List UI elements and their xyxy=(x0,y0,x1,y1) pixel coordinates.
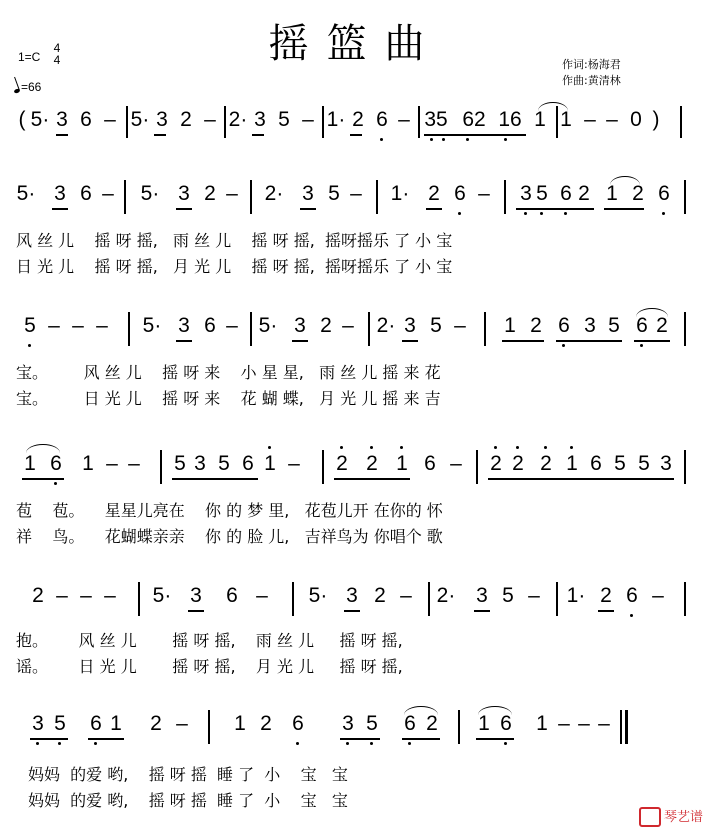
note: – xyxy=(342,314,354,337)
note: – xyxy=(454,314,466,337)
note: 6 xyxy=(80,182,92,205)
note: – xyxy=(606,108,618,131)
tempo-marking xyxy=(14,80,41,94)
note: 35 xyxy=(424,108,448,131)
note: 6 xyxy=(500,712,512,735)
note: 6 xyxy=(636,314,648,337)
note: – xyxy=(302,108,314,131)
note: 1 xyxy=(504,314,516,337)
note: 5 xyxy=(24,314,36,337)
note: 1 xyxy=(534,108,546,131)
note: 6 xyxy=(80,108,92,131)
note: 6 xyxy=(454,182,466,205)
note: 3 xyxy=(56,108,68,131)
note: 1· xyxy=(390,182,410,205)
note: 2 xyxy=(366,452,378,475)
note: 5· xyxy=(30,108,50,131)
note: 5 xyxy=(502,584,514,607)
note: 1 xyxy=(396,452,408,475)
watermark-logo xyxy=(639,806,703,828)
note: 3 xyxy=(294,314,306,337)
note: 2 xyxy=(540,452,552,475)
lyric-verse-1: 宝。 风 丝 儿 摇 呀 来 小 星 星, 雨 丝 儿 摇 来 花 xyxy=(16,363,441,382)
note: – xyxy=(104,584,116,607)
note: 3 xyxy=(584,314,596,337)
note: 2 xyxy=(150,712,162,735)
note: 5 xyxy=(54,712,66,735)
note: 3 xyxy=(346,584,358,607)
note: 1 xyxy=(478,712,490,735)
lyric-verse-2: 祥 鸟。 花蝴蝶亲亲 你 的 脸 儿, 吉祥鸟为 你唱个 歌 xyxy=(16,527,443,546)
note: 1 xyxy=(606,182,618,205)
note: 2 xyxy=(632,182,644,205)
note: 2· xyxy=(264,182,284,205)
lyric-verse-2: 谣。 日 光 儿 摇 呀 摇, 月 光 儿 摇 呀 摇, xyxy=(16,657,403,676)
note: – xyxy=(72,314,84,337)
notes-line-1 xyxy=(0,100,711,140)
note: 2 xyxy=(656,314,668,337)
note: 2 xyxy=(336,452,348,475)
note: 6 xyxy=(658,182,670,205)
note: – xyxy=(652,584,664,607)
note: – xyxy=(450,452,462,475)
note: 1 xyxy=(82,452,94,475)
lyric-verse-2: 日 光 儿 摇 呀 摇, 月 光 儿 摇 呀 摇, 摇呀摇乐 了 小 宝 xyxy=(16,257,453,276)
note: 6 xyxy=(90,712,102,735)
note: 2 xyxy=(204,182,216,205)
note: 3 xyxy=(302,182,314,205)
note: 2 xyxy=(578,182,590,205)
note: 5· xyxy=(16,182,36,205)
note: 3 xyxy=(156,108,168,131)
note: – xyxy=(400,584,412,607)
note: – xyxy=(226,182,238,205)
note: 62 xyxy=(462,108,486,131)
note: 2· xyxy=(228,108,248,131)
note: 6 xyxy=(590,452,602,475)
note: 6 xyxy=(376,108,388,131)
note: – xyxy=(48,314,60,337)
note: 2 xyxy=(428,182,440,205)
note: 5 xyxy=(614,452,626,475)
note: 2 xyxy=(426,712,438,735)
note: 2· xyxy=(376,314,396,337)
key-signature: 1=C xyxy=(18,50,41,64)
note: 1 xyxy=(560,108,572,131)
note: 5 xyxy=(608,314,620,337)
note: 3 xyxy=(194,452,206,475)
note: – xyxy=(478,182,490,205)
note: 1 xyxy=(234,712,246,735)
note: – xyxy=(128,452,140,475)
note: 1 xyxy=(566,452,578,475)
lyric-verse-1: 妈妈 的爱 哟, 摇 呀 摇 睡 了 小 宝 宝 xyxy=(28,765,348,784)
lyric-verse-1: 苞 苞。 星星儿亮在 你 的 梦 里, 花苞儿开 在你的 怀 xyxy=(16,501,443,520)
note: 6 xyxy=(50,452,62,475)
note: 1 xyxy=(110,712,122,735)
lyric-verse-1: 抱。 风 丝 儿 摇 呀 摇, 雨 丝 儿 摇 呀 摇, xyxy=(16,631,403,650)
note: – xyxy=(176,712,188,735)
note: 0 xyxy=(630,108,642,131)
logo-icon xyxy=(639,807,661,827)
note: 6 xyxy=(292,712,304,735)
note: 2 xyxy=(530,314,542,337)
note: 2· xyxy=(436,584,456,607)
note: 6 xyxy=(560,182,572,205)
note: 1· xyxy=(566,584,586,607)
note: 5· xyxy=(308,584,328,607)
watermark-text: 琴艺谱 xyxy=(663,809,703,825)
note: 2 xyxy=(320,314,332,337)
lyric-verse-2: 宝。 日 光 儿 摇 呀 来 花 蝴 蝶, 月 光 儿 摇 来 吉 xyxy=(16,389,441,408)
note: 1 xyxy=(536,712,548,735)
song-title: 摇篮曲 xyxy=(268,21,443,67)
note: – xyxy=(226,314,238,337)
note: – xyxy=(56,584,68,607)
note: 2 xyxy=(374,584,386,607)
note: 6 xyxy=(204,314,216,337)
note: 5 xyxy=(366,712,378,735)
note: 6 xyxy=(226,584,238,607)
note: 3 xyxy=(32,712,44,735)
note: – xyxy=(578,712,590,735)
note: 6 xyxy=(558,314,570,337)
note: 2 xyxy=(512,452,524,475)
note: 5 xyxy=(536,182,548,205)
note: – xyxy=(584,108,596,131)
note: 5 xyxy=(328,182,340,205)
note: 3 xyxy=(660,452,672,475)
note: 5 xyxy=(278,108,290,131)
note: 5· xyxy=(130,108,150,131)
note: 3 xyxy=(476,584,488,607)
note: 3 xyxy=(254,108,266,131)
note: 2 xyxy=(600,584,612,607)
note: 5· xyxy=(258,314,278,337)
note: ( xyxy=(18,108,26,131)
note: 3 xyxy=(178,182,190,205)
note: 1 xyxy=(24,452,36,475)
lyricist-credit: 作词:杨海君 xyxy=(562,58,621,71)
note: 2 xyxy=(260,712,272,735)
note: 2 xyxy=(490,452,502,475)
note: 5 xyxy=(174,452,186,475)
note: – xyxy=(102,182,114,205)
lyric-verse-2: 妈妈 的爱 哟, 摇 呀 摇 睡 了 小 宝 宝 xyxy=(28,791,348,810)
note: 5· xyxy=(152,584,172,607)
note: – xyxy=(350,182,362,205)
lyric-verse-1: 风 丝 儿 摇 呀 摇, 雨 丝 儿 摇 呀 摇, 摇呀摇乐 了 小 宝 xyxy=(16,231,453,250)
time-signature-top: 4 xyxy=(53,41,61,55)
note: 6 xyxy=(404,712,416,735)
note: – xyxy=(558,712,570,735)
note: 5 xyxy=(218,452,230,475)
note: – xyxy=(80,584,92,607)
note: 1 xyxy=(264,452,276,475)
note: – xyxy=(288,452,300,475)
tempo-value: =66 xyxy=(21,80,42,94)
note: 2 xyxy=(352,108,364,131)
note: 3 xyxy=(520,182,532,205)
note: 5 xyxy=(638,452,650,475)
note: – xyxy=(528,584,540,607)
quarter-note-icon xyxy=(13,88,20,94)
note: 6 xyxy=(626,584,638,607)
note: 6 xyxy=(242,452,254,475)
note: 2 xyxy=(32,584,44,607)
note: – xyxy=(104,108,116,131)
note: 3 xyxy=(190,584,202,607)
note: 5· xyxy=(142,314,162,337)
note: 16 xyxy=(498,108,522,131)
note: 3 xyxy=(54,182,66,205)
note: 5· xyxy=(140,182,160,205)
note: 2 xyxy=(180,108,192,131)
composer-credit: 作曲:黄清林 xyxy=(562,74,621,87)
note: – xyxy=(96,314,108,337)
note: ) xyxy=(652,108,660,131)
note: 6 xyxy=(424,452,436,475)
note: 1· xyxy=(326,108,346,131)
note: 5 xyxy=(430,314,442,337)
note: – xyxy=(598,712,610,735)
note: – xyxy=(398,108,410,131)
note: 3 xyxy=(178,314,190,337)
note: 3 xyxy=(342,712,354,735)
time-signature xyxy=(52,42,62,66)
note: – xyxy=(256,584,268,607)
note: – xyxy=(106,452,118,475)
time-signature-bottom: 4 xyxy=(53,53,61,67)
note: – xyxy=(204,108,216,131)
note: 3 xyxy=(404,314,416,337)
